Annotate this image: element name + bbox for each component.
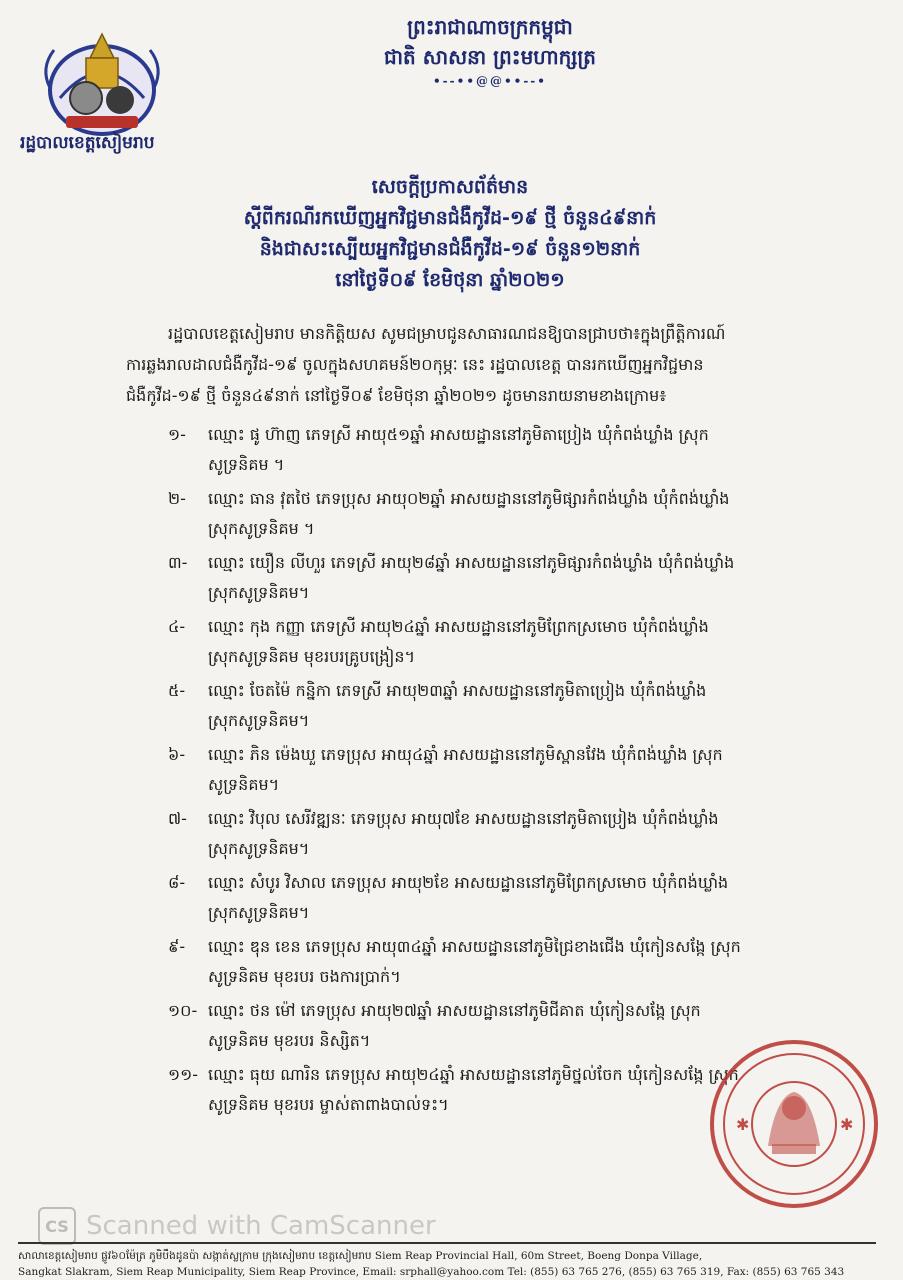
title-line-4: នៅថ្ងៃទី០៩ ខែមិថុនា ឆ្នាំ២០២១ [335,269,565,291]
provincial-emblem-icon [20,28,220,138]
case-line-1: ឈ្មោះ ថន ម៉ៅ ភេទប្រុស អាយុ២៧ឆ្នាំ អាសយដ្ឋាននៅភូមិជីគាត ឃុំកៀនសង្កែ ស្រុក [208,1001,701,1020]
case-number: ៨- [168,873,186,892]
footer-contact [18,1248,888,1280]
case-line-2: ស្រុកសូទ្រនិគម។ [208,583,310,602]
case-line-1: ឈ្មោះ ធាន វុតថៃ ភេទប្រុស អាយុ០២ឆ្នាំ អាសយដ្ឋាននៅភូមិផ្សារកំពង់ឃ្លាំង ឃុំកំពង់ឃ្លាំង [208,489,730,508]
case-item [160,484,840,548]
title-line-2: ស្ដីពីករណីរកឃើញអ្នកវិជ្ជមានជំងឺកូវីដ-១៩ ថ្មី ចំនួន៤៩នាក់ [243,207,657,229]
case-item [160,420,840,484]
case-line-1: ឈ្មោះ យឿន លីហួរ ភេទស្រី អាយុ២៨ឆ្នាំ អាសយដ្ឋាននៅភូមិផ្សារកំពង់ឃ្លាំង ឃុំកំពង់ឃ្លាំង [208,553,735,572]
case-line-1: ឈ្មោះ កុង កញ្ញា ភេទស្រី អាយុ២៤ឆ្នាំ អាសយដ្ឋាននៅភូមិព្រែកស្រមោច ឃុំកំពង់ឃ្លាំង [208,617,709,636]
case-line-2: សូទ្រនិគម។ [208,775,280,794]
case-line-2: ស្រុកសូទ្រនិគម មុខរបរគ្រូបង្រៀន។ [208,647,416,666]
case-number: ១- [168,425,186,444]
kingdom-header [270,12,710,90]
administration-name: រដ្ឋបាលខេត្តសៀមរាប [20,133,155,153]
intro-line-2: ការឆ្លងរាលដាលជំងឺកូវីដ-១៩ ចូលក្នុងសហគមន៍២០កុម្ភៈ នេះ រដ្ឋបាលខេត្ត បានរកឃើញអ្នកវិជ្ជមាន [126,355,704,374]
case-number: ៩- [168,937,186,956]
case-item [160,740,840,804]
watermark-text: Scanned with CamScanner [86,1211,436,1241]
national-motto: ជាតិ សាសនា ព្រះមហាក្សត្រ [384,45,596,69]
case-line-2: ស្រុកសូទ្រនិគម។ [208,903,310,922]
case-line-2: ស្រុកសូទ្រនិគម ។ [208,519,315,538]
case-line-1: ឈ្មោះ ធុយ ណារិន ភេទប្រុស អាយុ២៤ឆ្នាំ អាសយដ្ឋាននៅភូមិថ្នល់ចែក ឃុំកៀនសង្កែ ស្រុក [208,1065,739,1084]
case-number: ៣- [168,553,188,572]
case-number: ១១- [168,1065,198,1084]
intro-paragraph [126,318,848,411]
case-item [160,612,840,676]
case-number: ៤- [168,617,186,636]
case-number: ៦- [168,745,186,764]
footer-line-2: Sangkat Slakram, Siem Reap Municipality, Siem Reap Province, Email: srphall@yahoo.com Tel: (855) 63 765 276, (855) 63 765 319, Fax: (855) 63 765 343 [18,1266,845,1278]
case-number: ១០- [168,1001,198,1020]
case-line-2: សូទ្រនិគម ។ [208,455,285,474]
case-number: ៥- [168,681,186,700]
kingdom-name: ព្រះរាជាណាចក្រកម្ពុជា [407,15,573,39]
title-line-1: សេចក្ដីប្រកាសព័ត៌មាន [371,176,529,198]
camscanner-icon: CS [38,1207,76,1245]
case-line-1: ឈ្មោះ ឌុន ខេន ភេទប្រុស អាយុ៣៤ឆ្នាំ អាសយដ្ឋាននៅភូមិជ្រៃខាងជើង ឃុំកៀនសង្កែ ស្រុក [208,937,741,956]
svg-text:✱: ✱ [736,1115,750,1134]
case-line-2: ស្រុកសូទ្រនិគម។ [208,839,310,858]
footer-divider [18,1242,876,1244]
scanner-watermark [38,1208,436,1244]
case-line-2: សូទ្រនិគម មុខរបរ ម្ចាស់តាពាងបាល់ទះ។ [208,1095,449,1114]
case-line-2: សូទ្រនិគម មុខរបរ ចងការប្រាក់។ [208,967,401,986]
case-line-1: ឈ្មោះ ផូ ហ៊ាញ ភេទស្រី អាយុ៥១ឆ្នាំ អាសយដ្ឋាននៅភូមិតាប្រៀង ឃុំកំពង់ឃ្លាំង ស្រុក [208,425,709,444]
case-line-1: ឈ្មោះ សំបូរ វិសាល ភេទប្រុស អាយុ២ខែ អាសយដ្ឋាននៅភូមិព្រែកស្រមោច ឃុំកំពង់ឃ្លាំង [208,873,729,892]
case-item [160,548,840,612]
case-item [160,868,840,932]
header-ornament: •--••@@••--• [433,74,547,88]
case-line-1: ឈ្មោះ វិបុល សេរីវឌ្ឍនៈ ភេទប្រុស អាយុ៧ខែ អាសយដ្ឋាននៅភូមិតាប្រៀង ឃុំកំពង់ឃ្លាំង [208,809,719,828]
official-seal [706,1036,882,1212]
case-number: ៧- [168,809,187,828]
case-line-1: ឈ្មោះ ភិន ម៉េងឃួ ភេទប្រុស អាយុ៤ឆ្នាំ អាសយដ្ឋាននៅភូមិស្ពានវែង ឃុំកំពង់ឃ្លាំង ស្រុក [208,745,723,764]
case-line-2: ស្រុកសូទ្រនិគម។ [208,711,310,730]
case-item [160,676,840,740]
case-list [160,420,840,1124]
intro-line-1: រដ្ឋបាលខេត្តសៀមរាប មានកិត្តិយស សូមជម្រាបជូនសាធារណជនឱ្យបានជ្រាបថា៖ក្នុងព្រឹត្តិការណ៍ [168,324,726,343]
intro-line-3: ជំងឺកូវីដ-១៩ ថ្មី ចំនួន៤៩នាក់ នៅថ្ងៃទី០៩ ខែមិថុនា ឆ្នាំ២០២១ ដូចមានរាយនាមខាងក្រោម៖ [126,386,667,405]
case-line-2: សូទ្រនិគម មុខរបរ និស្សិត។ [208,1031,371,1050]
title-line-3: និងជាសះស្បើយអ្នកវិជ្ជមានជំងឺកូវីដ-១៩ ចំនួន១២នាក់ [259,238,641,260]
announcement-title [150,172,750,296]
official-seal-icon [706,1036,882,1212]
case-line-1: ឈ្មោះ ចែតម៉ៃ កន្និកា ភេទស្រី អាយុ២៣ឆ្នាំ អាសយដ្ឋាននៅភូមិតាប្រៀង ឃុំកំពង់ឃ្លាំង [208,681,707,700]
case-item [160,932,840,996]
case-item [160,804,840,868]
footer-line-1: សាលាខេត្តសៀមរាប ផ្លូវ៦០ម៉ែត្រ ភូមិបឹងដូនប៉ា សង្កាត់ស្លក្រាម ក្រុងសៀមរាប ខេត្តសៀមរាប Siem Reap Provincial Hall, 60m Street, Boeng Donpa Village, [18,1250,703,1262]
svg-text:✱: ✱ [840,1115,854,1134]
case-number: ២- [168,489,186,508]
